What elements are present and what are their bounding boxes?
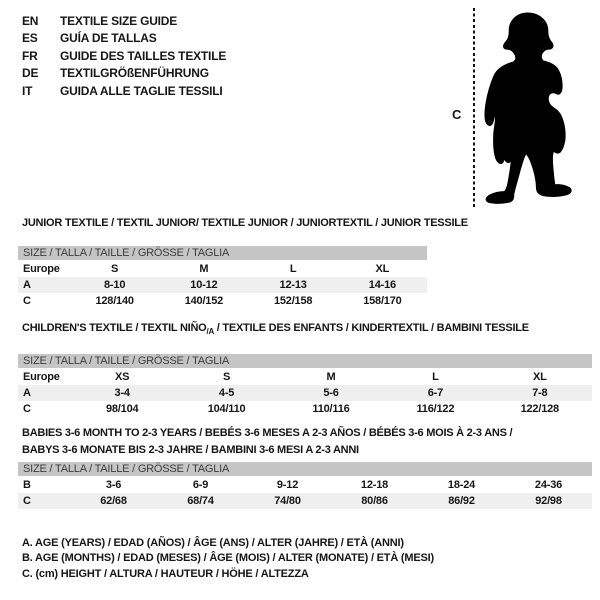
size-cell: 3-4 [114, 387, 130, 400]
language-code: IT [22, 83, 33, 98]
language-code: ES [22, 31, 38, 46]
section-title-line [22, 425, 592, 442]
size-cell: 116/122 [416, 403, 455, 416]
language-row [22, 48, 226, 65]
row-label: C [23, 295, 31, 307]
height-dotted-line [473, 8, 475, 209]
language-row [22, 13, 226, 30]
size-cell: 122/128 [520, 403, 559, 416]
size-cell: 3-6 [105, 479, 122, 491]
size-cell: 80/86 [361, 495, 388, 507]
size-cell: S [111, 263, 119, 275]
language-code: DE [22, 66, 39, 81]
size-section-children [18, 320, 592, 417]
size-cell: 98/104 [105, 403, 139, 416]
size-cell: 104/110 [207, 403, 246, 416]
size-cell: 24-36 [534, 479, 563, 491]
size-cell: 12-13 [279, 279, 307, 291]
size-cell: XL [375, 263, 390, 275]
language-title: TEXTILE SIZE GUIDE [60, 14, 178, 28]
legend-line: B. AGE (MONTHS) / EDAD (MESES) / ÂGE (MOIS) / ALTER (MONATE) / ETÀ (MESI) [22, 552, 434, 565]
language-code: EN [22, 14, 39, 28]
size-table [18, 477, 592, 509]
language-row [22, 65, 226, 82]
table-row [18, 369, 592, 385]
size-cell: L [432, 371, 439, 384]
size-section-babies [18, 425, 592, 509]
title-subscript: /A [206, 327, 214, 337]
size-cell: 62/68 [100, 495, 127, 507]
language-title: TEXTILGRÖßENFÜHRUNG [60, 66, 209, 81]
size-cell: 152/158 [273, 295, 313, 307]
legend [22, 536, 434, 582]
size-table [18, 369, 592, 417]
size-cell: XL [532, 371, 547, 384]
size-cell: 68/74 [187, 495, 214, 507]
row-label: A [23, 279, 31, 291]
title-text: / TEXTILE DES ENFANTS / KINDERTEXTIL / BAMBINI TESSILE [213, 322, 529, 334]
language-row [22, 83, 226, 100]
size-cell: 110/116 [312, 403, 350, 416]
section-title-line [22, 442, 592, 459]
row-label: C [23, 403, 31, 416]
size-table [18, 261, 427, 309]
size-cell: 12-18 [360, 479, 389, 491]
size-cell: XS [115, 371, 130, 384]
language-list [22, 13, 226, 100]
size-cell: 86/92 [448, 495, 475, 507]
size-cell: 10-12 [190, 279, 218, 291]
table-row [18, 477, 592, 493]
table-row [18, 401, 592, 417]
language-code: FR [22, 48, 38, 63]
row-label: Europe [23, 371, 60, 384]
size-header-bar: SIZE / TALLA / TAILLE / GRÖSSE / TAGLIA [18, 246, 427, 260]
title-text: JUNIOR TEXTILE / TEXTIL JUNIOR/ TEXTILE JUNIOR / JUNIORTEXTIL / JUNIOR TESSILE [22, 217, 468, 229]
size-section-junior [18, 215, 468, 309]
size-cell: 74/80 [274, 495, 301, 507]
size-cell: M [326, 371, 336, 384]
size-header-bar: SIZE / TALLA / TAILLE / GRÖSSE / TAGLIA [18, 354, 592, 368]
size-cell: 8-10 [104, 279, 126, 291]
row-label: C [23, 495, 31, 507]
title-text: BABIES 3-6 MONTH TO 2-3 YEARS / BEBÉS 3-6 MESES A 2-3 AÑOS / BÉBÉS 3-6 MOIS À 2-3 ANS / [22, 427, 513, 439]
size-cell: 128/140 [95, 295, 134, 307]
row-label: B [23, 479, 31, 491]
language-row [22, 30, 226, 47]
section-title [18, 320, 592, 340]
size-cell: 5-6 [323, 387, 339, 400]
title-text: BABYS 3-6 MONATE BIS 2-3 JAHRE / BAMBINI 3-6 MESI A 2-3 ANNI [22, 444, 359, 456]
title-text: CHILDREN'S TEXTILE / TEXTIL NIÑO [22, 322, 207, 334]
size-cell: M [199, 263, 209, 275]
size-cell: 14-16 [368, 279, 396, 291]
toddler-silhouette-icon [483, 9, 577, 210]
language-title: GUIDE DES TAILLES TEXTILE [60, 48, 227, 63]
size-cell: 9-12 [276, 479, 299, 491]
section-title-line [22, 215, 468, 232]
size-cell: 6-9 [192, 479, 209, 491]
legend-line: C. (cm) HEIGHT / ALTURA / HAUTEUR / HÖHE / ALTEZZA [22, 567, 309, 580]
table-row [18, 385, 592, 401]
size-cell: 4-5 [218, 387, 235, 400]
size-cell: 6-7 [427, 387, 444, 400]
table-row [18, 293, 427, 309]
size-cell: S [223, 371, 231, 384]
table-row [18, 277, 427, 293]
legend-line: A. AGE (YEARS) / EDAD (AÑOS) / ÂGE (ANS) / ALTER (JAHRE) / ETÀ (ANNI) [22, 537, 404, 549]
language-title: GUÍA DE TALLAS [60, 31, 157, 46]
row-label: Europe [23, 263, 60, 275]
size-cell: 92/98 [535, 495, 562, 507]
size-cell: 7-8 [532, 387, 548, 400]
size-cell: 158/170 [363, 295, 402, 307]
row-label: A [23, 387, 31, 400]
size-cell: L [289, 263, 297, 275]
section-title [18, 215, 468, 232]
size-cell: 140/152 [184, 295, 224, 307]
table-row [18, 261, 427, 277]
language-title: GUIDA ALLE TAGLIE TESSILI [60, 83, 223, 98]
section-title [18, 425, 592, 459]
size-header-bar: SIZE / TALLA / TAILLE / GRÖSSE / TAGLIA [18, 462, 592, 476]
table-row [18, 493, 592, 509]
height-label: C [452, 107, 462, 122]
size-cell: 18-24 [447, 479, 476, 491]
section-title-line [22, 320, 592, 340]
